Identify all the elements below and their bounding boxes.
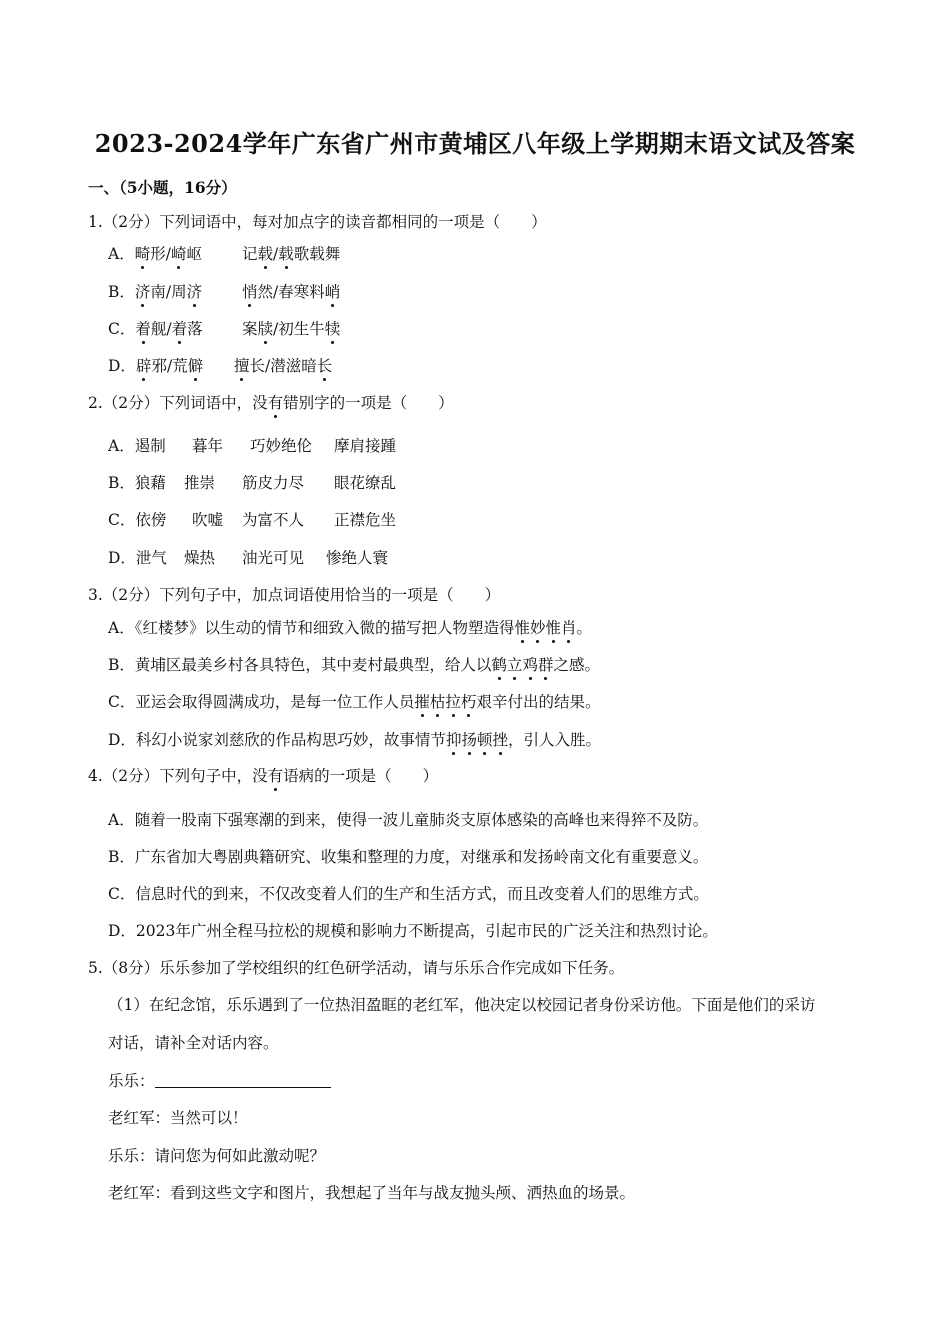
question-2-stem: 2.（2分）下列词语中，没有错别字的一项是（ ） [88,394,454,412]
question-1-option-b: B．济南/周济 悄然/春寒料峭 [108,283,341,301]
question-1-option-c: C．着舰/着落 案牍/初生牛犊 [108,320,341,338]
dialogue-line-3: 乐乐：请问您为何如此激动呢？ [108,1147,326,1165]
dialogue-line-4: 老红军：看到这些文字和图片，我想起了当年与战友抛头颅、洒热血的场景。 [108,1184,636,1202]
question-2-option-d: D．泄气 燥热 油光可见 惨绝人寰 [108,549,389,567]
dialogue-line-1: 乐乐： [108,1071,331,1091]
question-1-stem: 1.（2分）下列词语中，每对加点字的读音都相同的一项是（ ） [88,213,547,231]
question-4-option-b: B．广东省加大粤剧典籍研究、收集和整理的力度，对继承和发扬岭南文化有重要意义。 [108,848,709,866]
question-3-stem: 3.（2分）下列句子中，加点词语使用恰当的一项是（ ） [88,586,501,604]
page-title: 2023-2024学年广东省广州市黄埔区八年级上学期期末语文试及答案 [94,129,856,158]
question-3-option-b: B．黄埔区最美乡村各具特色，其中麦村最典型，给人以鹤立鸡群之感。 [108,656,600,674]
section-heading: 一、（5小题，16分） [88,178,237,197]
answer-blank[interactable] [155,1071,331,1088]
question-3-option-a: A．《红楼梦》以生动的情节和细致入微的描写把人物塑造得惟妙惟肖。 [108,619,593,637]
question-4-stem: 4.（2分）下列句子中，没有语病的一项是（ ） [88,767,439,785]
question-5-paragraph-1-cont: 对话，请补全对话内容。 [108,1034,279,1052]
question-1-option-a: A．畸形/崎岖 记载/载歌载舞 [108,245,341,263]
question-1-option-d: D．辟邪/荒僻 擅长/潜滋暗长 [108,357,333,375]
question-3-option-c: C．亚运会取得圆满成功，是每一位工作人员摧枯拉朽艰辛付出的结果。 [108,693,601,711]
question-2-option-a: A．遏制 暮年 巧妙绝伦 摩肩接踵 [108,437,397,455]
question-4-option-c: C．信息时代的到来，不仅改变着人们的生产和生活方式，而且改变着人们的思维方式。 [108,885,709,903]
dialogue-line-2: 老红军：当然可以！ [108,1109,248,1127]
question-5-stem: 5.（8分）乐乐参加了学校组织的红色研学活动，请与乐乐合作完成如下任务。 [88,959,625,977]
question-2-option-b: B．狼藉 推崇 筋皮力尽 眼花缭乱 [108,474,397,492]
question-4-option-d: D．2023年广州全程马拉松的规模和影响力不断提高，引起市民的广泛关注和热烈讨论。 [108,922,718,940]
question-5-paragraph-1: （1）在纪念馆，乐乐遇到了一位热泪盈眶的老红军，他决定以校园记者身份采访他。下面是他们的采访 [108,996,816,1014]
question-4-option-a: A．随着一股南下强寒潮的到来，使得一波儿童肺炎支原体感染的高峰也来得猝不及防。 [108,811,709,829]
question-3-option-d: D．科幻小说家刘慈欣的作品构思巧妙，故事情节抑扬顿挫，引人入胜。 [108,731,602,749]
question-2-option-c: C．依傍 吹嘘 为富不人 正襟危坐 [108,511,397,529]
